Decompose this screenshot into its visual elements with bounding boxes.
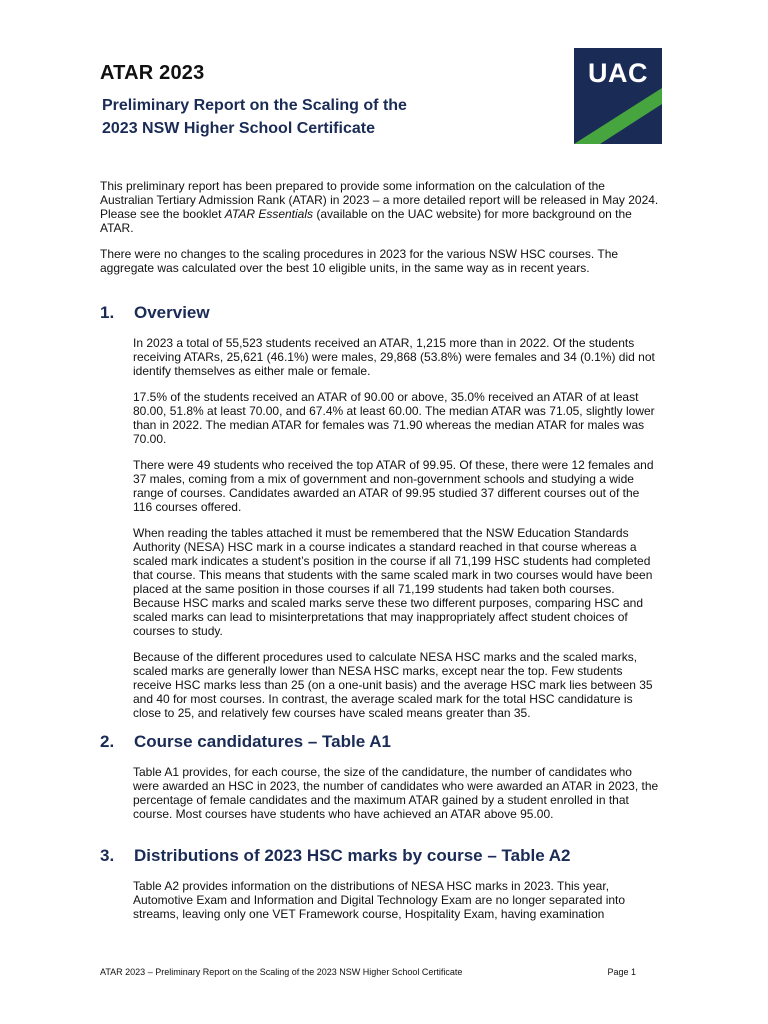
section-overview [100,303,660,732]
page-title: ATAR 2023 [100,62,205,84]
uac-logo [574,48,662,144]
section-paragraph: 17.5% of the students received an ATAR of 90.00 or above, 35.0% received an ATAR of at least 80.00, 51.8% at least 70.00, and 67.4% at least 60.00. The median ATAR was 71.05, slightly lower than in 2022. The median ATAR for females was 71.90 whereas the median ATAR for males was 70.00. [133,390,655,446]
section-hsc-distributions [100,846,660,933]
section-heading: 1. Overview [100,303,210,322]
page-number: Page 1 [607,967,636,977]
footer-text: ATAR 2023 – Preliminary Report on the Scaling of the 2023 NSW Higher School Certificate [100,967,463,977]
section-heading: 2. Course candidatures – Table A1 [100,732,391,751]
booklet-title: ATAR Essentials [224,207,314,221]
section-paragraph: Because of the different procedures used to calculate NESA HSC marks and the scaled marks, scaled marks are generally lower than NESA HSC marks, except near the top. Few students receive HSC marks less than 25 (on a one-unit basis) and the average HSC mark lies between 35 and 40 for most courses. In contrast, the average scaled mark for the total HSC candidature is close to 25, and relatively few courses have scaled means greater than 35. [133,650,653,720]
section-heading: 3. Distributions of 2023 HSC marks by course – Table A2 [100,846,571,865]
uac-logo-text: UAC [588,58,648,88]
intro [100,179,660,287]
section-paragraph: Table A2 provides information on the distributions of NESA HSC marks in 2023. This year, Automotive Exam and Information and Digital Technology Exam are no longer separated into streams, leaving only one VET Framework course, Hospitality Exam, having examination [133,879,626,921]
section-paragraph: Table A1 provides, for each course, the size of the candidature, the number of candidates who were awarded an HSC in 2023, the number of candidates who were awarded an ATAR in 2023, the percentage of female candidates and the maximum ATAR gained by a student enrolled in that course. Most courses have students who have achieved an ATAR above 95.00. [133,765,659,821]
intro-paragraph-1: This preliminary report has been prepared to provide some information on the calculation of the Australian Tertiary Admission Rank (ATAR) in 2023 – a more detailed report will be released in May 2024. Please see the booklet ATAR Essentials (available on the UAC website) for more background on the ATAR. [100,179,659,235]
subtitle-line-2: 2023 NSW Higher School Certificate [102,120,375,137]
page-subtitle [102,94,522,140]
section-course-candidatures [100,732,660,833]
page-footer [100,967,636,977]
intro-paragraph-2: There were no changes to the scaling procedures in 2023 for the various NSW HSC courses. The aggregate was calculated over the best 10 eligible units, in the same way as in recent years. [100,247,619,275]
section-paragraph: In 2023 a total of 55,523 students received an ATAR, 1,215 more than in 2022. Of the students receiving ATARs, 25,621 (46.1%) were males, 29,868 (53.8%) were females and 34 (0.1%) did not identify themselves as either male or female. [133,336,655,378]
section-paragraph: There were 49 students who received the top ATAR of 99.95. Of these, there were 12 females and 37 males, coming from a mix of government and non-government schools and studying a wide range of courses. Candidates awarded an ATAR of 99.95 studied 37 different courses out of the 116 courses offered. [133,458,654,514]
section-paragraph: When reading the tables attached it must be remembered that the NSW Education Standards Authority (NESA) HSC mark in a course indicates a standard reached in that course whereas a scaled mark indicates a student’s position in the course if all 71,199 HSC students had completed that course. This means that students with the same scaled mark in two courses would have been placed at the same position in those courses if all 71,199 students had taken both courses. Because HSC marks and scaled marks serve these two different purposes, comparing HSC and scaled marks can lead to misinterpretations that may inappropriately affect student choices of courses to study. [133,526,653,638]
subtitle-line-1: Preliminary Report on the Scaling of the [102,97,407,114]
